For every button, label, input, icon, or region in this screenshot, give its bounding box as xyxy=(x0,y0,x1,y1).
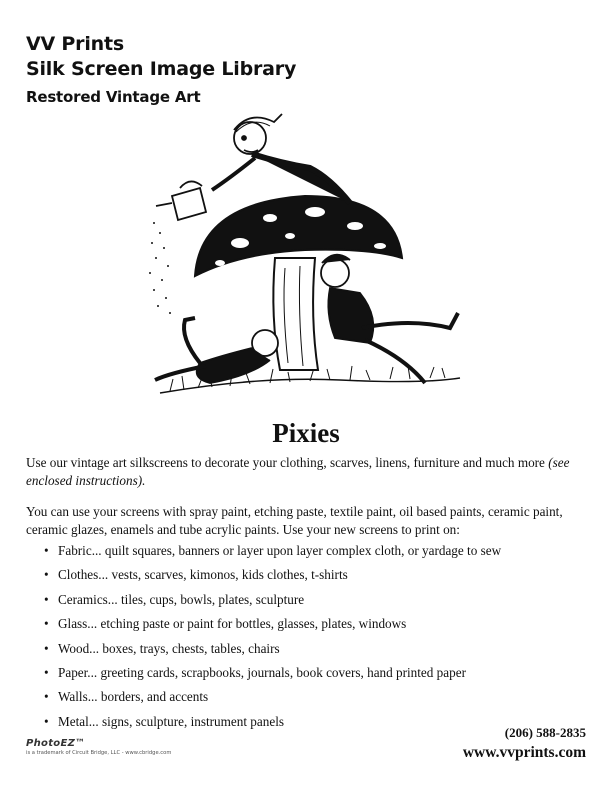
website-link[interactable]: www.vvprints.com xyxy=(462,744,586,761)
mushroom-stem xyxy=(273,258,318,370)
list-item: • Glass... etching paste or paint for bottles, glasses, plates, windows xyxy=(44,615,501,639)
trademark-note: is a trademark of Circuit Bridge, LLC - www.cbridge.com xyxy=(26,750,172,756)
library-title: Silk Screen Image Library xyxy=(26,58,297,80)
pixie-sitting xyxy=(321,255,458,383)
list-item: • Walls... borders, and accents xyxy=(44,688,501,712)
list-item: • Metal... signs, sculpture, instrument panels xyxy=(44,713,501,737)
uses-list xyxy=(44,542,501,737)
list-item: • Ceramics... tiles, cups, bowls, plates, sculpture xyxy=(44,591,501,615)
photoez-logo xyxy=(26,738,226,756)
list-item: • Paper... greeting cards, scrapbooks, journals, book covers, hand printed paper xyxy=(44,664,501,688)
list-item: • Fabric... quilt squares, banners or layer upon layer complex cloth, or yardage to sew xyxy=(44,542,501,566)
header xyxy=(26,32,296,109)
phone-number: (206) 588-2835 xyxy=(504,725,586,740)
list-item: • Wood... boxes, trays, chests, tables, chairs xyxy=(44,640,501,664)
list-item: • Clothes... vests, scarves, kimonos, kids clothes, t-shirts xyxy=(44,566,501,590)
pixie-top xyxy=(212,114,355,208)
library-subtitle: Restored Vintage Art xyxy=(26,88,201,106)
usage-paragraph: You can use your screens with spray paint, etching paste, textile paint, oil based paints, ceramic paint, ceramic glazes, enamels and tube acrylic paints. Use your new screens to print on: xyxy=(26,504,563,537)
intro-paragraph xyxy=(26,454,586,490)
pixie-lying xyxy=(155,318,278,383)
logo-mark: PhotoEZ™ xyxy=(26,738,86,749)
intro-text: Use our vintage art silkscreens to decorate your clothing, scarves, linens, furniture and much more xyxy=(26,455,549,470)
intro-note: (see enclosed instructions). xyxy=(26,455,570,488)
contact-info xyxy=(463,724,586,763)
brand-name: VV Prints xyxy=(26,33,124,55)
pixies-illustration xyxy=(140,108,470,408)
water-drops xyxy=(149,222,171,314)
page-title: Pixies xyxy=(272,418,340,448)
watering-can xyxy=(156,181,206,220)
